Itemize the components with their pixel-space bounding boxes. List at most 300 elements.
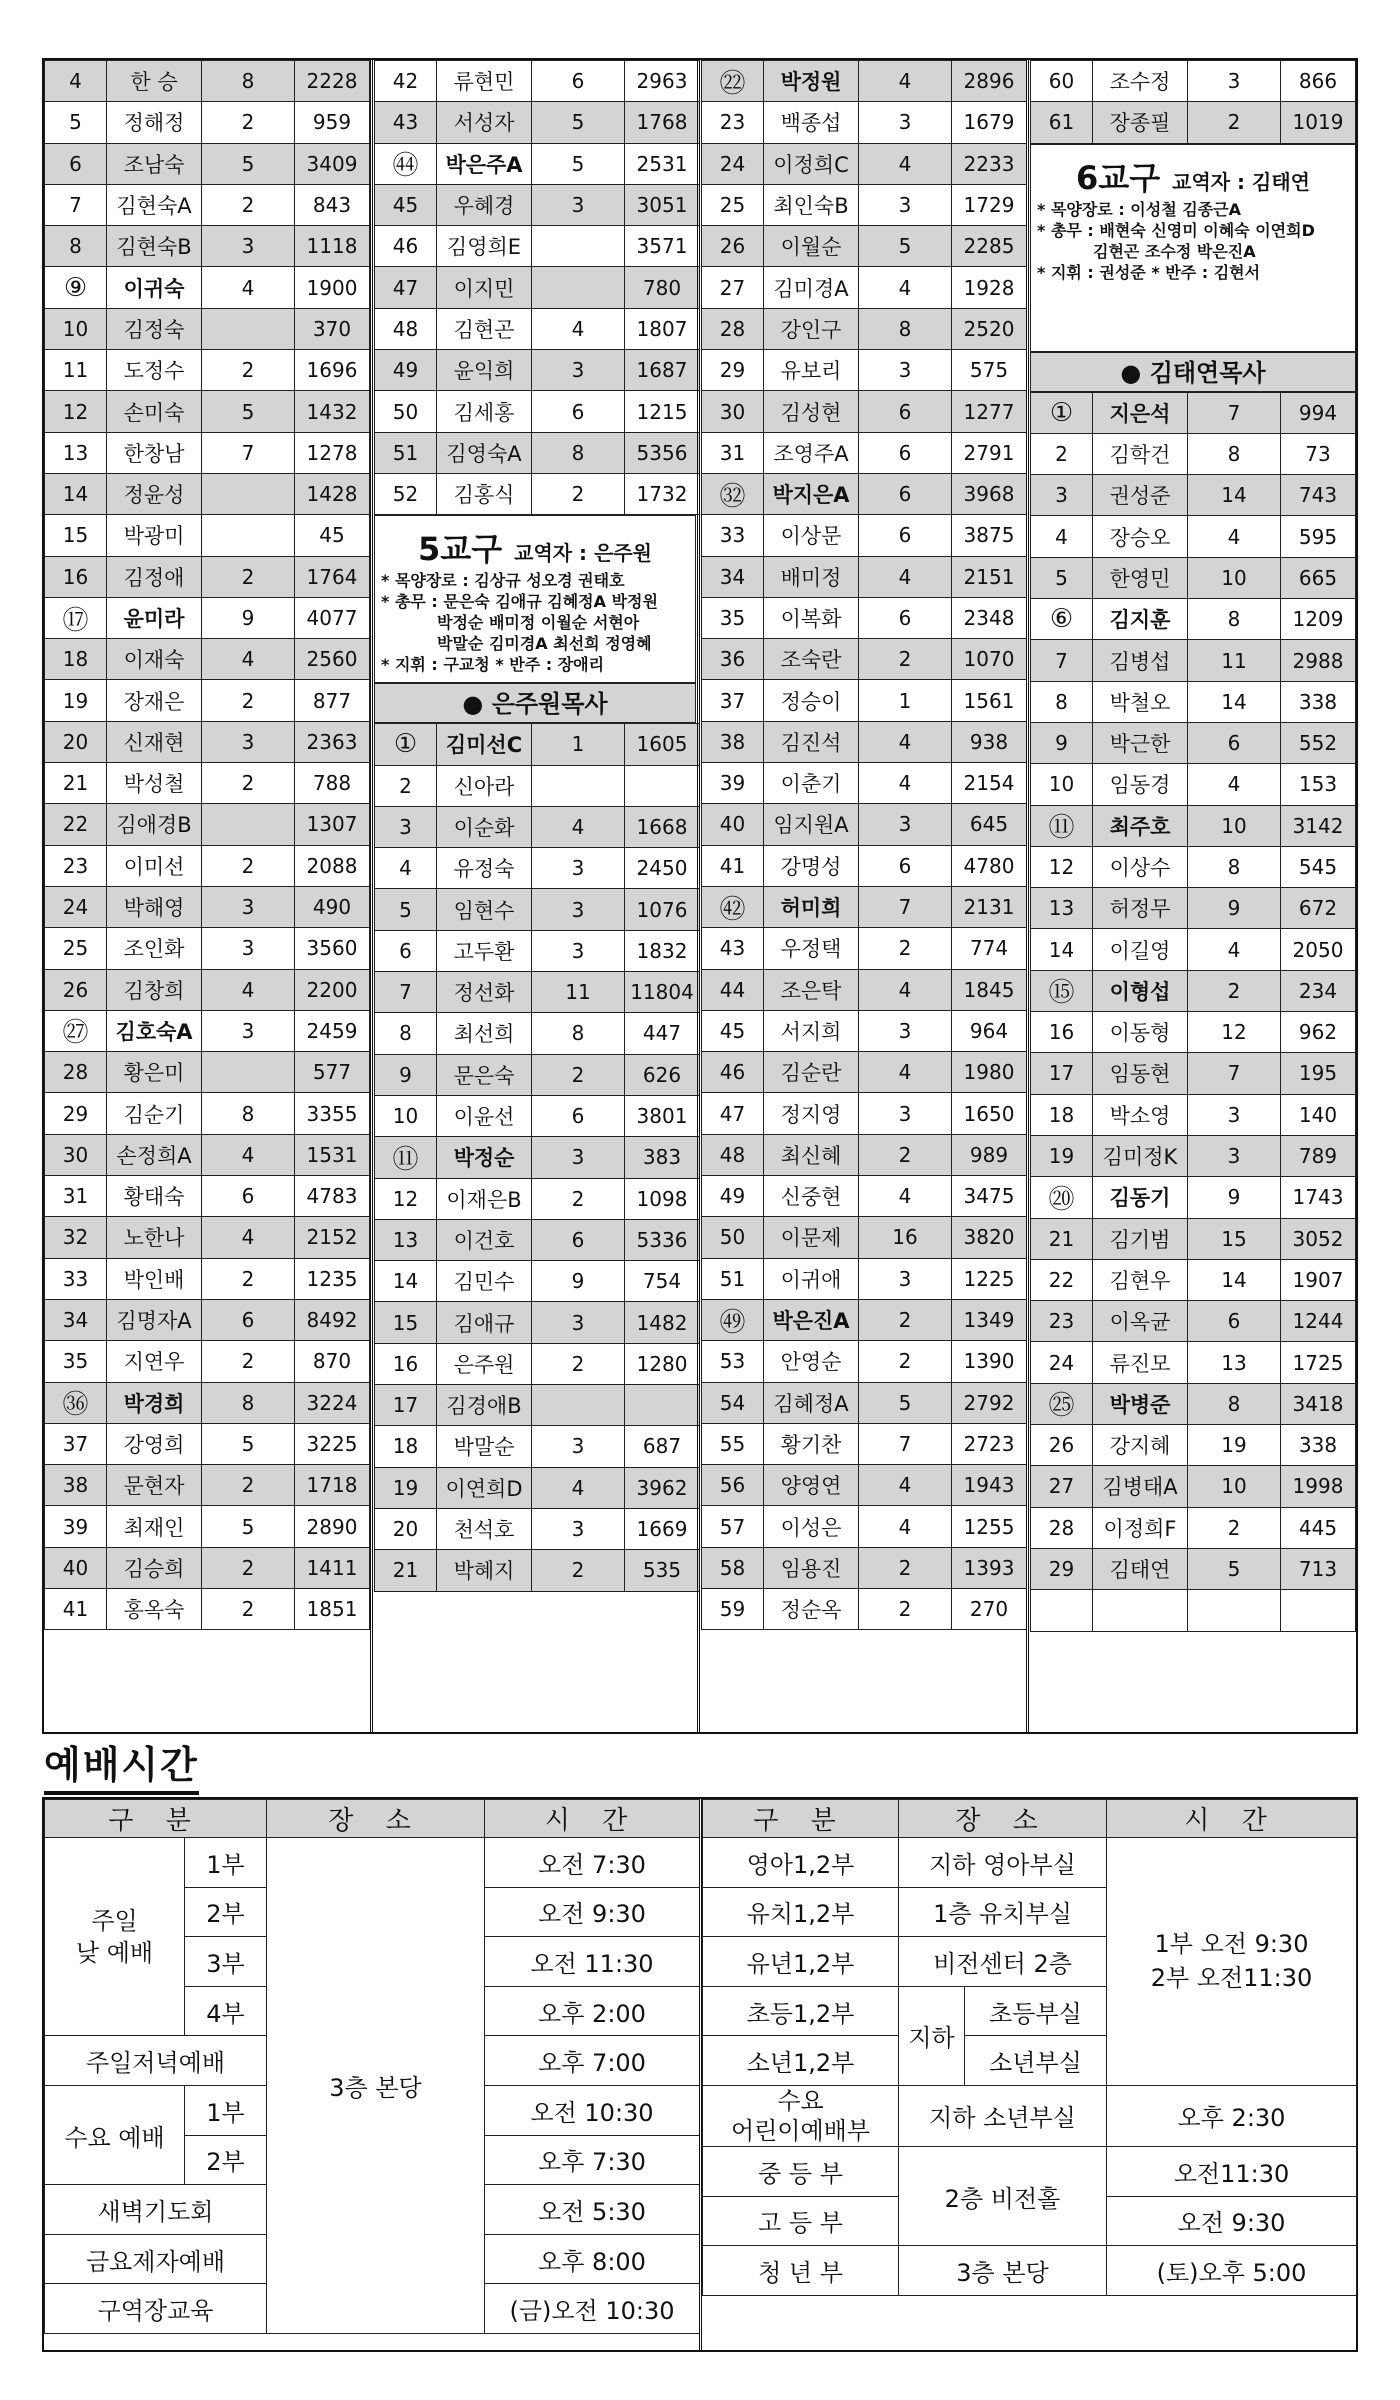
roster-row: [375, 61, 700, 102]
member-value: 754: [625, 1261, 700, 1302]
member-name: 임용진: [764, 1547, 859, 1588]
member-number: 7: [1031, 640, 1093, 681]
dept-place: 지하 소년부실: [899, 2085, 1107, 2146]
member-value: 270: [952, 1588, 1027, 1629]
member-number: 5: [45, 102, 107, 143]
member-number: 46: [375, 226, 437, 267]
circled-number: ㊱: [62, 1390, 89, 1421]
member-value: 962: [1281, 1012, 1356, 1053]
member-count: 7: [859, 1423, 952, 1464]
member-count: 9: [1188, 888, 1281, 929]
member-count: 2: [532, 1343, 625, 1384]
member-number: [45, 597, 107, 638]
member-count: 2: [202, 1547, 295, 1588]
dept-name: 중 등 부: [703, 2146, 899, 2196]
member-name: 김미선C: [437, 724, 532, 765]
member-number: 41: [45, 1588, 107, 1629]
member-value: 1943: [952, 1465, 1027, 1506]
member-number: 23: [702, 102, 764, 143]
member-number: 58: [702, 1547, 764, 1588]
member-name: 배미정: [764, 556, 859, 597]
member-number: 5: [375, 889, 437, 930]
member-count: 2: [202, 350, 295, 391]
roster-row: [375, 1302, 700, 1343]
roster-table: [44, 60, 370, 1630]
member-number: [1031, 1383, 1093, 1424]
member-name: 천석호: [437, 1508, 532, 1549]
member-value: 1650: [952, 1093, 1027, 1134]
member-count: 8: [1188, 1383, 1281, 1424]
roster-row: [45, 1010, 370, 1051]
member-name: 이귀애: [764, 1258, 859, 1299]
member-count: [1188, 1590, 1281, 1631]
session-label: 4부: [185, 1986, 267, 2036]
member-count: 4: [859, 721, 952, 762]
roster-row: [375, 930, 700, 971]
dept-place: 지하 영아부실: [899, 1838, 1107, 1888]
member-number: 54: [702, 1382, 764, 1423]
member-number: 17: [1031, 1053, 1093, 1094]
roster-row: [45, 1382, 370, 1423]
dept-name: 소년1,2부: [703, 2036, 899, 2086]
member-count: 5: [532, 102, 625, 143]
member-count: [202, 1052, 295, 1093]
roster-row: [45, 267, 370, 308]
member-number: [45, 267, 107, 308]
member-value: 1725: [1281, 1342, 1356, 1383]
member-name: 김경애B: [437, 1385, 532, 1426]
member-number: 19: [1031, 1135, 1093, 1176]
member-number: 15: [375, 1302, 437, 1343]
member-name: 류현민: [437, 61, 532, 102]
dept-time: 오후 2:30: [1107, 2085, 1357, 2146]
member-value: 575: [952, 350, 1027, 391]
district-title: [1037, 153, 1349, 199]
member-number: 8: [1031, 681, 1093, 722]
member-value: 1907: [1281, 1259, 1356, 1300]
member-count: 12: [1188, 1012, 1281, 1053]
worship-time: 오후 2:00: [485, 1986, 700, 2036]
roster-row: [1031, 102, 1356, 143]
member-number: 25: [45, 928, 107, 969]
roster-row: [1031, 61, 1356, 102]
member-name: 조은탁: [764, 969, 859, 1010]
roster-row: [702, 350, 1027, 391]
member-name: 박병준: [1093, 1383, 1188, 1424]
member-number: 38: [45, 1465, 107, 1506]
member-value: 2154: [952, 763, 1027, 804]
member-count: 3: [202, 1010, 295, 1051]
header-category: 구 분: [45, 1800, 267, 1838]
roster-row: [45, 1134, 370, 1175]
roster-row: [45, 928, 370, 969]
roster-row: [702, 845, 1027, 886]
member-number: 27: [702, 267, 764, 308]
member-name: 손미숙: [107, 391, 202, 432]
circled-number: ㉕: [1048, 1391, 1075, 1422]
roster-row: [702, 1341, 1027, 1382]
worship-time: 오후 8:00: [485, 2234, 700, 2284]
roster-row: [45, 1465, 370, 1506]
worship-schedule-table: [42, 1797, 1358, 2352]
member-value: 2285: [952, 226, 1027, 267]
member-count: 14: [1188, 1259, 1281, 1300]
member-value: 3968: [952, 473, 1027, 514]
roster-column-3: [701, 60, 1025, 1732]
member-value: 3418: [1281, 1383, 1356, 1424]
member-number: 25: [702, 184, 764, 225]
member-value: 1729: [952, 184, 1027, 225]
member-number: 36: [702, 639, 764, 680]
session-label: 2부: [185, 1887, 267, 1937]
member-number: 38: [702, 721, 764, 762]
member-number: 41: [702, 845, 764, 886]
worship-time: 오전 11:30: [485, 1937, 700, 1987]
member-value: 1076: [625, 889, 700, 930]
member-name: 김병섭: [1093, 640, 1188, 681]
roster-row: [45, 473, 370, 514]
dept-place: 2층 비전홀: [899, 2146, 1107, 2245]
circled-number: ㊷: [719, 894, 746, 925]
member-value: 447: [625, 1013, 700, 1054]
roster-row: [45, 969, 370, 1010]
district-pastor: ● 은주원목사: [374, 683, 696, 723]
member-name: 김홍식: [437, 473, 532, 514]
roster-row: [375, 1178, 700, 1219]
roster-row: [45, 1588, 370, 1629]
member-count: 2: [532, 473, 625, 514]
member-value: 3224: [295, 1382, 370, 1423]
member-name: 정승이: [764, 680, 859, 721]
member-name: 한영민: [1093, 557, 1188, 598]
member-name: 김혜정A: [764, 1382, 859, 1423]
member-count: 6: [532, 61, 625, 102]
member-count: 9: [202, 597, 295, 638]
roster-row: [702, 515, 1027, 556]
circled-number: ㊾: [719, 1307, 746, 1338]
member-count: 2: [202, 1258, 295, 1299]
roster-row: [1031, 1094, 1356, 1135]
member-number: 44: [702, 969, 764, 1010]
member-value: 1531: [295, 1134, 370, 1175]
member-value: 645: [952, 804, 1027, 845]
member-count: 6: [532, 1219, 625, 1260]
roster-row: [1031, 846, 1356, 887]
roster-row: [1031, 929, 1356, 970]
member-name: 장재은: [107, 680, 202, 721]
roster-row: [375, 1261, 700, 1302]
district-staff-line: * 목양장로 : 이성철 김종근A: [1037, 199, 1241, 219]
member-name: 최신혜: [764, 1134, 859, 1175]
member-count: 6: [202, 1299, 295, 1340]
member-number: 2: [375, 765, 437, 806]
roster-row: [375, 1508, 700, 1549]
member-count: 16: [859, 1217, 952, 1258]
member-number: 49: [375, 350, 437, 391]
member-number: 11: [45, 350, 107, 391]
roster-row: [702, 1052, 1027, 1093]
member-name: 김현우: [1093, 1259, 1188, 1300]
roster-row: [702, 184, 1027, 225]
member-value: 1732: [625, 473, 700, 514]
member-name: 김정숙: [107, 308, 202, 349]
member-name: 강명성: [764, 845, 859, 886]
member-count: 14: [1188, 681, 1281, 722]
member-number: 61: [1031, 102, 1093, 143]
roster-row: [702, 102, 1027, 143]
member-name: 허미희: [764, 886, 859, 927]
member-name: 조수정: [1093, 61, 1188, 102]
member-count: 4: [859, 969, 952, 1010]
roster-row: [702, 928, 1027, 969]
header-place: 장 소: [267, 1800, 485, 1838]
roster-row: [702, 639, 1027, 680]
roster-row: [702, 1010, 1027, 1051]
member-count: 7: [859, 886, 952, 927]
roster-row: [702, 763, 1027, 804]
member-name: 신중현: [764, 1176, 859, 1217]
circled-number: ①: [1049, 397, 1074, 428]
member-value: 1070: [952, 639, 1027, 680]
member-value: 5356: [625, 432, 700, 473]
member-number: 39: [702, 763, 764, 804]
member-count: 1: [859, 680, 952, 721]
member-number: [45, 1010, 107, 1051]
member-value: 1098: [625, 1178, 700, 1219]
member-value: 1432: [295, 391, 370, 432]
district-block: [1030, 144, 1356, 352]
member-count: 4: [859, 1465, 952, 1506]
roster-column-1: [44, 60, 369, 1732]
member-value: 1244: [1281, 1301, 1356, 1342]
member-number: 33: [45, 1258, 107, 1299]
member-count: 2: [202, 556, 295, 597]
roster-row: [1031, 1301, 1356, 1342]
member-number: 22: [1031, 1259, 1093, 1300]
member-name: 이문제: [764, 1217, 859, 1258]
member-count: 3: [532, 1426, 625, 1467]
member-value: 870: [295, 1341, 370, 1382]
member-name: 임동현: [1093, 1053, 1188, 1094]
district-info-district6: [1030, 144, 1356, 392]
member-number: 3: [1031, 475, 1093, 516]
roster-row: [375, 267, 700, 308]
member-number: [1031, 805, 1093, 846]
member-number: 48: [375, 308, 437, 349]
member-count: 13: [1188, 1342, 1281, 1383]
circled-number: ⑪: [392, 1144, 419, 1175]
roster-row: [375, 1343, 700, 1384]
member-count: 8: [1188, 599, 1281, 640]
roster-row: [375, 1550, 700, 1591]
session-label: 2부: [185, 2135, 267, 2185]
member-value: 4077: [295, 597, 370, 638]
member-number: 30: [702, 391, 764, 432]
member-name: 지은석: [1093, 392, 1188, 433]
roster-row: [45, 886, 370, 927]
roster-row: [45, 1217, 370, 1258]
member-count: 3: [202, 928, 295, 969]
member-name: 김순기: [107, 1093, 202, 1134]
column-divider: [370, 60, 373, 1732]
member-value: 743: [1281, 475, 1356, 516]
district-staff-line: * 총무 : 문은숙 김애규 김혜정A 박정원: [381, 592, 658, 612]
member-count: 2: [202, 184, 295, 225]
member-name: 김성현: [764, 391, 859, 432]
member-count: 10: [1188, 805, 1281, 846]
member-value: 1390: [952, 1341, 1027, 1382]
roster-table: [701, 60, 1027, 1630]
member-value: 1832: [625, 930, 700, 971]
dept-time: 1부 오전 9:30 2부 오전11:30: [1107, 1838, 1357, 2086]
header-place: 장 소: [899, 1800, 1107, 1838]
roster-row: [702, 267, 1027, 308]
member-count: 4: [202, 1134, 295, 1175]
member-name: 김기범: [1093, 1218, 1188, 1259]
member-count: 2: [202, 845, 295, 886]
member-count: 3: [532, 848, 625, 889]
member-value: [625, 765, 700, 806]
roster-row: [702, 886, 1027, 927]
circled-number: ㉒: [719, 68, 746, 99]
member-count: 2: [202, 1341, 295, 1382]
member-count: [532, 765, 625, 806]
member-number: 34: [45, 1299, 107, 1340]
member-name: 박혜지: [437, 1550, 532, 1591]
roster-row: [1031, 1259, 1356, 1300]
member-name: 김애규: [437, 1302, 532, 1343]
dept-name: 고 등 부: [703, 2196, 899, 2246]
member-name: 임현수: [437, 889, 532, 930]
roster-row: [1031, 1053, 1356, 1094]
member-name: 정윤성: [107, 473, 202, 514]
member-count: 3: [202, 226, 295, 267]
member-number: 35: [702, 597, 764, 638]
district-staff-line: 박말순 김미경A 최선희 정영혜: [437, 634, 652, 654]
member-name: 김명자A: [107, 1299, 202, 1340]
member-number: 15: [45, 515, 107, 556]
member-number: 16: [1031, 1012, 1093, 1053]
member-count: 8: [532, 1013, 625, 1054]
member-number: 26: [1031, 1425, 1093, 1466]
roster-row: [1031, 1135, 1356, 1176]
roster-row: [45, 61, 370, 102]
member-name: 문현자: [107, 1465, 202, 1506]
member-name: 김미정K: [1093, 1135, 1188, 1176]
member-count: 5: [859, 226, 952, 267]
member-count: 4: [532, 806, 625, 847]
worship-time: 오전 9:30: [485, 1887, 700, 1937]
member-number: 48: [702, 1134, 764, 1175]
member-value: 4783: [295, 1176, 370, 1217]
member-value: 2348: [952, 597, 1027, 638]
member-name: 이순화: [437, 806, 532, 847]
worship-time: 오전 5:30: [485, 2185, 700, 2235]
member-name: 이연희D: [437, 1467, 532, 1508]
member-name: 지연우: [107, 1341, 202, 1382]
worship-time: 오전 10:30: [485, 2085, 700, 2135]
member-number: 37: [45, 1423, 107, 1464]
member-value: 1807: [625, 308, 700, 349]
roster-row: [702, 308, 1027, 349]
member-value: 1411: [295, 1547, 370, 1588]
member-name: 조숙란: [764, 639, 859, 680]
roster-row: [1031, 1383, 1356, 1424]
member-count: 3: [859, 1093, 952, 1134]
roster-table: [374, 723, 700, 1591]
worship-right-table: [702, 1799, 1357, 2296]
roster-row: [45, 1423, 370, 1464]
member-name: 김학건: [1093, 433, 1188, 474]
member-count: [202, 473, 295, 514]
member-name: 이월순: [764, 226, 859, 267]
roster-row: [1031, 1012, 1356, 1053]
member-name: 권성준: [1093, 475, 1188, 516]
member-name: 이상수: [1093, 846, 1188, 887]
member-name: 장종필: [1093, 102, 1188, 143]
member-count: 7: [1188, 1053, 1281, 1094]
member-name: 우정택: [764, 928, 859, 969]
member-name: 박은주A: [437, 143, 532, 184]
roster-row: [45, 350, 370, 391]
roster-row: [702, 391, 1027, 432]
member-count: 4: [202, 639, 295, 680]
district-title: [381, 524, 689, 570]
roster-row: [375, 1385, 700, 1426]
member-count: 4: [202, 1217, 295, 1258]
member-number: 3: [375, 806, 437, 847]
roster-row: [375, 184, 700, 225]
member-value: 370: [295, 308, 370, 349]
circled-number: ⑳: [1048, 1184, 1075, 1215]
member-number: 57: [702, 1506, 764, 1547]
member-number: 47: [702, 1093, 764, 1134]
member-value: 626: [625, 1054, 700, 1095]
member-count: 2: [859, 928, 952, 969]
member-name: 이상문: [764, 515, 859, 556]
member-number: 31: [45, 1176, 107, 1217]
header-category: 구 분: [703, 1800, 899, 1838]
roster-row: [702, 1506, 1027, 1547]
roster-row: [375, 724, 700, 765]
member-name: 박성철: [107, 763, 202, 804]
roster-row: [1031, 970, 1356, 1011]
member-number: 10: [375, 1095, 437, 1136]
roster-row: [1031, 516, 1356, 557]
member-value: 545: [1281, 846, 1356, 887]
member-name: 강영희: [107, 1423, 202, 1464]
member-value: 1482: [625, 1302, 700, 1343]
member-number: 39: [45, 1506, 107, 1547]
dept-time: 오전11:30: [1107, 2146, 1357, 2196]
member-count: [532, 267, 625, 308]
member-value: 2459: [295, 1010, 370, 1051]
roster-row: [45, 1341, 370, 1382]
member-number: 21: [375, 1550, 437, 1591]
member-number: 4: [45, 61, 107, 102]
member-number: 8: [375, 1013, 437, 1054]
member-name: 김정애: [107, 556, 202, 597]
member-count: 4: [859, 143, 952, 184]
roster-row: [375, 350, 700, 391]
member-name: 김진석: [764, 721, 859, 762]
member-number: 33: [702, 515, 764, 556]
member-count: 4: [859, 1176, 952, 1217]
roster-row: [45, 184, 370, 225]
member-number: 51: [375, 432, 437, 473]
member-name: 강지혜: [1093, 1425, 1188, 1466]
member-value: 3355: [295, 1093, 370, 1134]
